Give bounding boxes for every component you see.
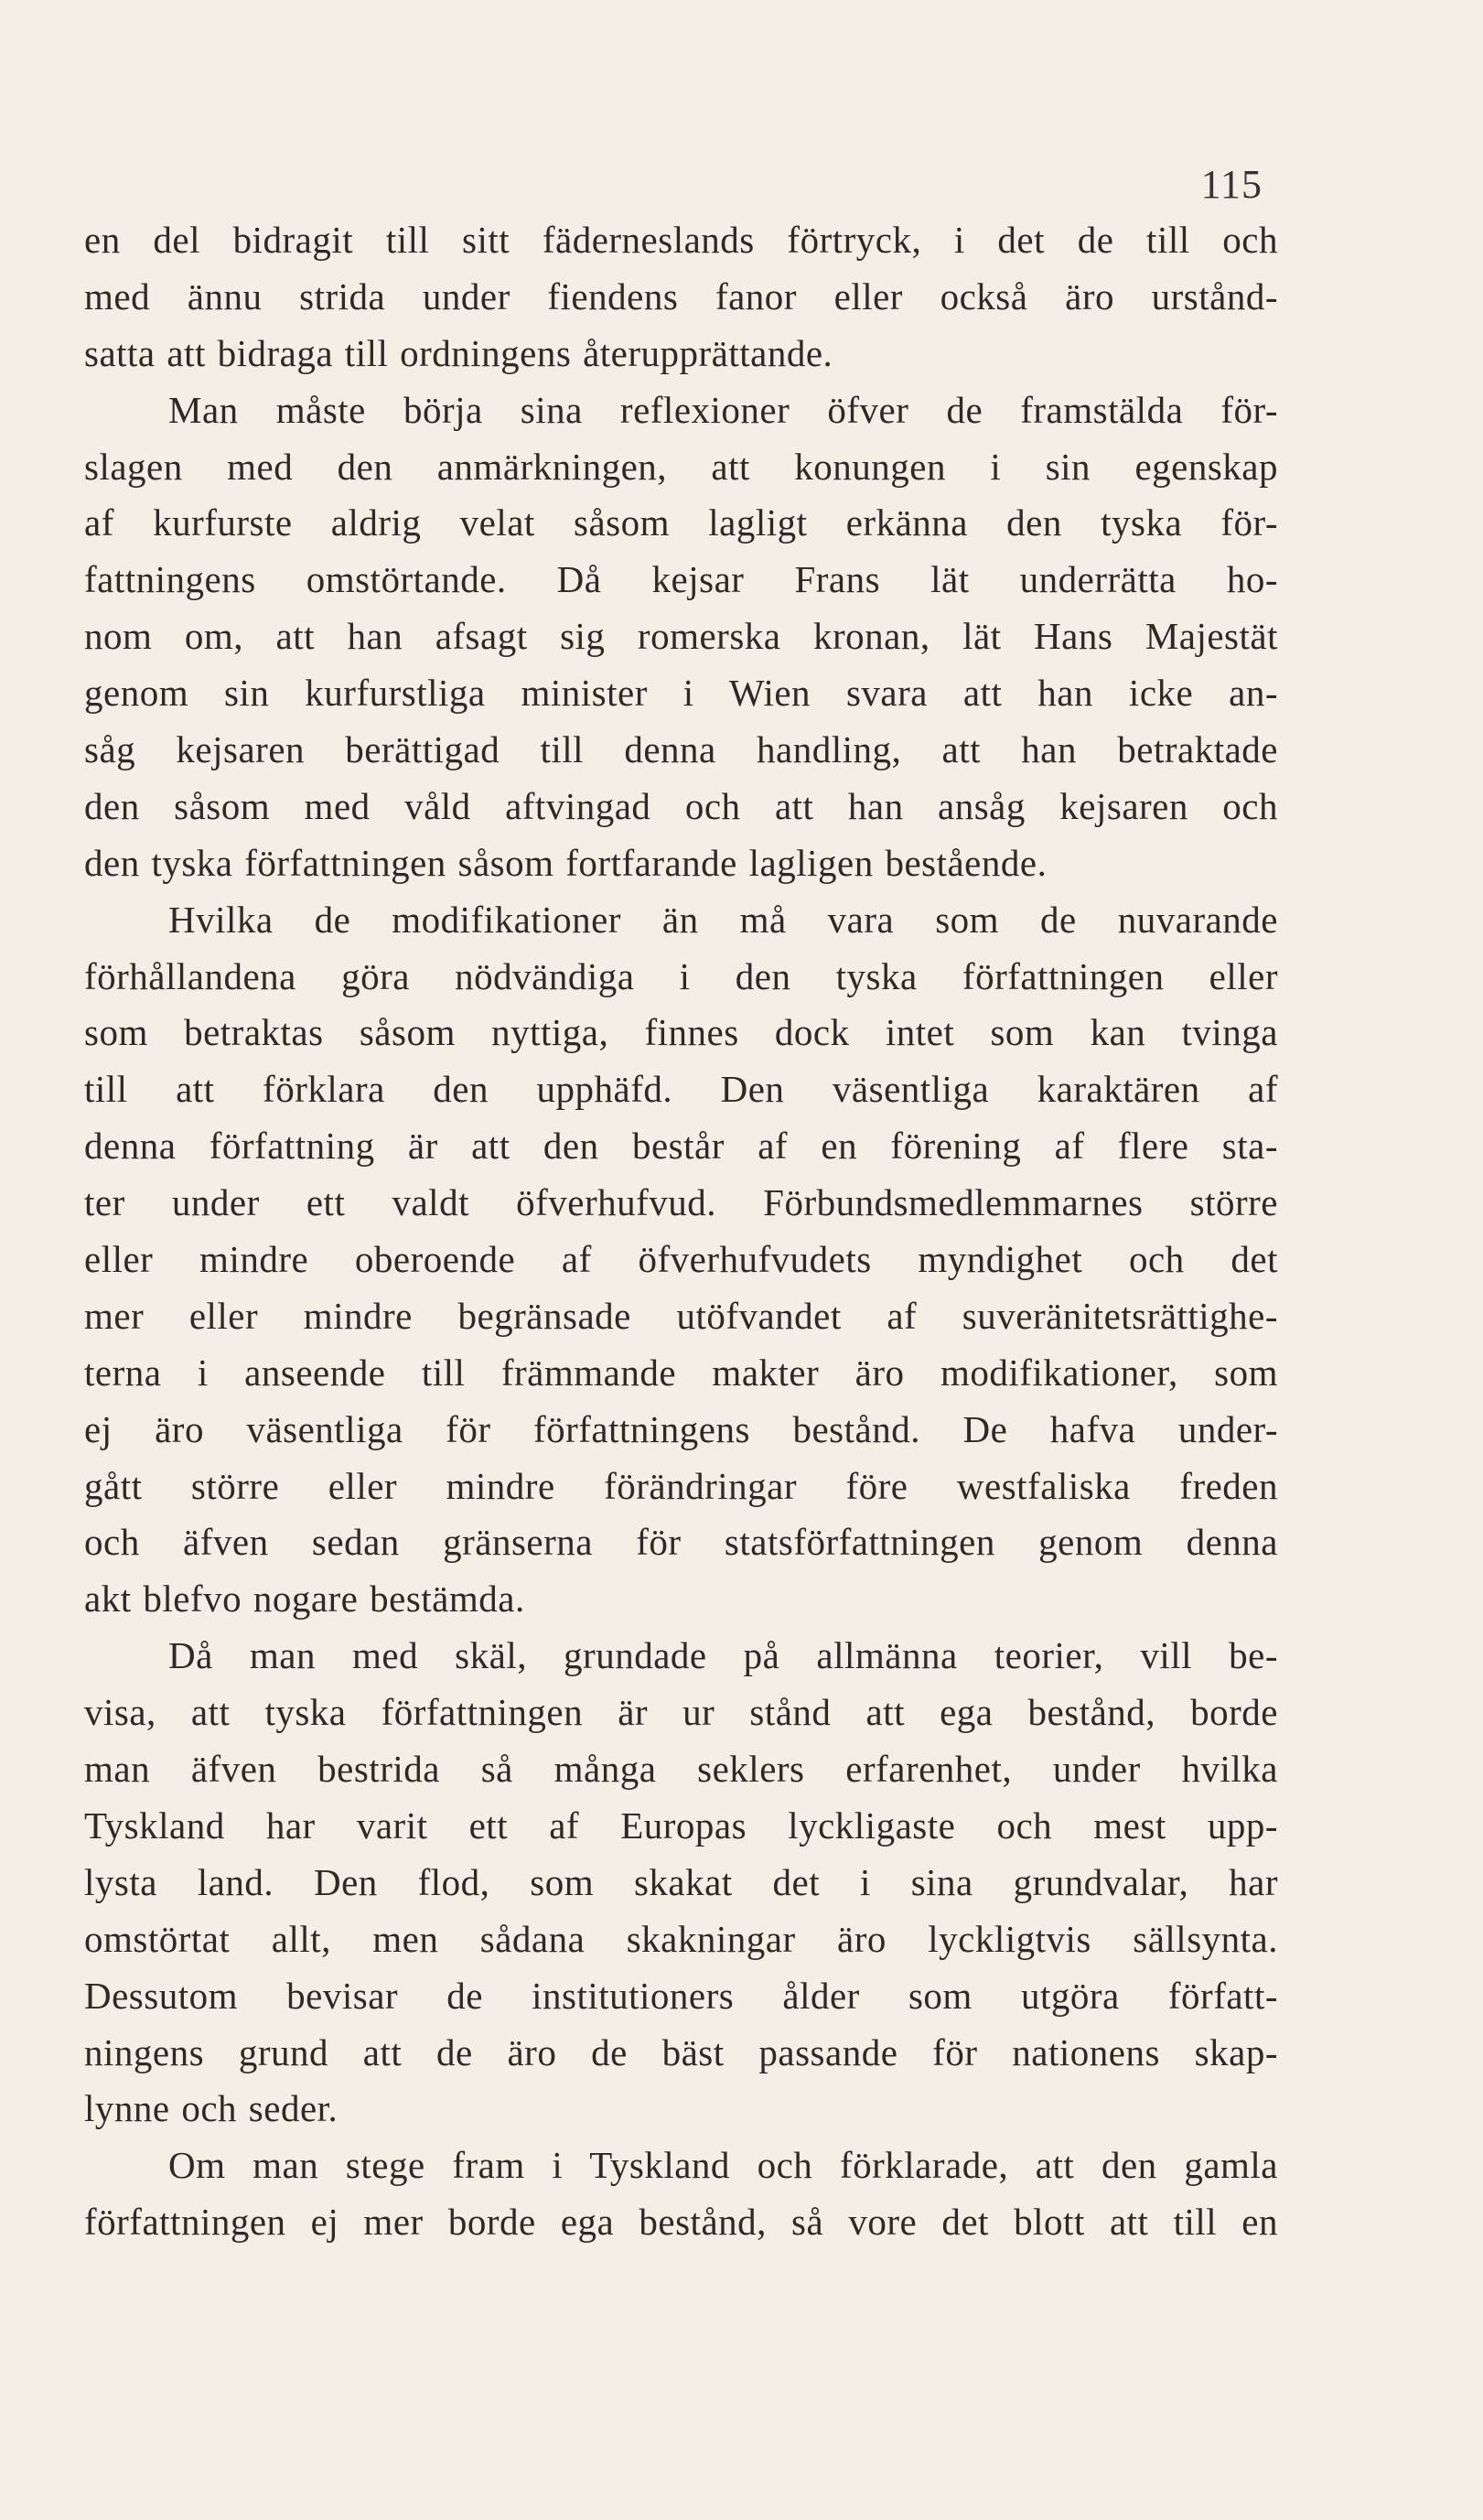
text-line: lysta land. Den flod, som skakat det i sina grundvalar, har [84, 1860, 1278, 1903]
text-line: Dessutom bevisar de institutioners ålder som utgöra författ- [84, 1974, 1278, 2017]
text-line: satta att bidraga till ordningens återupprättande. [84, 331, 833, 374]
text-line: man äfven bestrida så många seklers erfarenhet, under hvilka [84, 1748, 1278, 1791]
text-line: ej äro väsentliga för författningens bestånd. De hafva under- [84, 1407, 1278, 1450]
text-line: den såsom med våld aftvingad och att han ansåg kejsaren och [84, 784, 1278, 827]
text-line: slagen med den anmärkningen, att konungen i sin egenskap [84, 445, 1278, 488]
text-line: Tyskland har varit ett af Europas lyckligaste och mest upp- [84, 1804, 1278, 1847]
text-line: af kurfurste aldrig velat såsom lagligt erkänna den tyska för- [84, 501, 1278, 544]
text-line: nom om, att han afsagt sig romerska kronan, lät Hans Majestät [84, 615, 1278, 658]
text-line: Om man stege fram i Tyskland och förklarade, att den gamla [168, 2144, 1278, 2187]
text-line: lynne och seder. [84, 2087, 339, 2130]
text-line: med ännu strida under fiendens fanor eller också äro urstånd- [84, 275, 1278, 318]
text-line: författningen ej mer borde ega bestånd, så vore det blott att till en [84, 2201, 1278, 2244]
text-line: visa, att tyska författningen är ur stånd att ega bestånd, borde [84, 1691, 1278, 1734]
text-line: en del bidragit till sitt fäderneslands förtryck, i det de till och [84, 219, 1278, 261]
text-line: terna i anseende till främmande makter äro modifikationer, som [84, 1351, 1278, 1394]
body-text [84, 212, 1278, 2251]
text-line: gått större eller mindre förändringar före westfaliska freden [84, 1464, 1278, 1507]
text-line: såg kejsaren berättigad till denna handling, att han betraktade [84, 728, 1278, 771]
text-line: till att förklara den upphäfd. Den väsentliga karaktären af [84, 1068, 1278, 1111]
text-line: denna författning är att den består af en förening af flere sta- [84, 1125, 1278, 1168]
text-line: den tyska författningen såsom fortfarande lagligen bestående. [84, 841, 1048, 884]
text-line: ter under ett valdt öfverhufvud. Förbundsmedlemmarnes större [84, 1181, 1278, 1224]
text-line: och äfven sedan gränserna för statsförfattningen genom denna [84, 1521, 1278, 1564]
text-line: som betraktas såsom nyttiga, finnes dock intet som kan tvinga [84, 1011, 1278, 1054]
text-line: förhållandena göra nödvändiga i den tyska författningen eller [84, 954, 1278, 997]
text-line: akt blefvo nogare bestämda. [84, 1578, 525, 1621]
text-line: fattningens omstörtande. Då kejsar Frans lät underrätta ho- [84, 558, 1278, 601]
text-line: omstörtat allt, men sådana skakningar äro lyckligtvis sällsynta. [84, 1917, 1278, 1960]
text-line: ningens grund att de äro de bäst passande för nationens skap- [84, 2030, 1278, 2073]
text-line: mer eller mindre begränsade utöfvandet af suveränitetsrättighe- [84, 1294, 1278, 1337]
page-number: 115 [1200, 162, 1263, 207]
text-line: Man måste börja sina reflexioner öfver de framstälda för- [168, 388, 1278, 431]
text-line: Då man med skäl, grundade på allmänna teorier, vill be- [168, 1634, 1278, 1677]
text-line: eller mindre oberoende af öfverhufvudets myndighet och det [84, 1238, 1278, 1281]
text-line: Hvilka de modifikationer än må vara som de nuvarande [168, 898, 1278, 941]
text-line: genom sin kurfurstliga minister i Wien svara att han icke an- [84, 672, 1278, 715]
